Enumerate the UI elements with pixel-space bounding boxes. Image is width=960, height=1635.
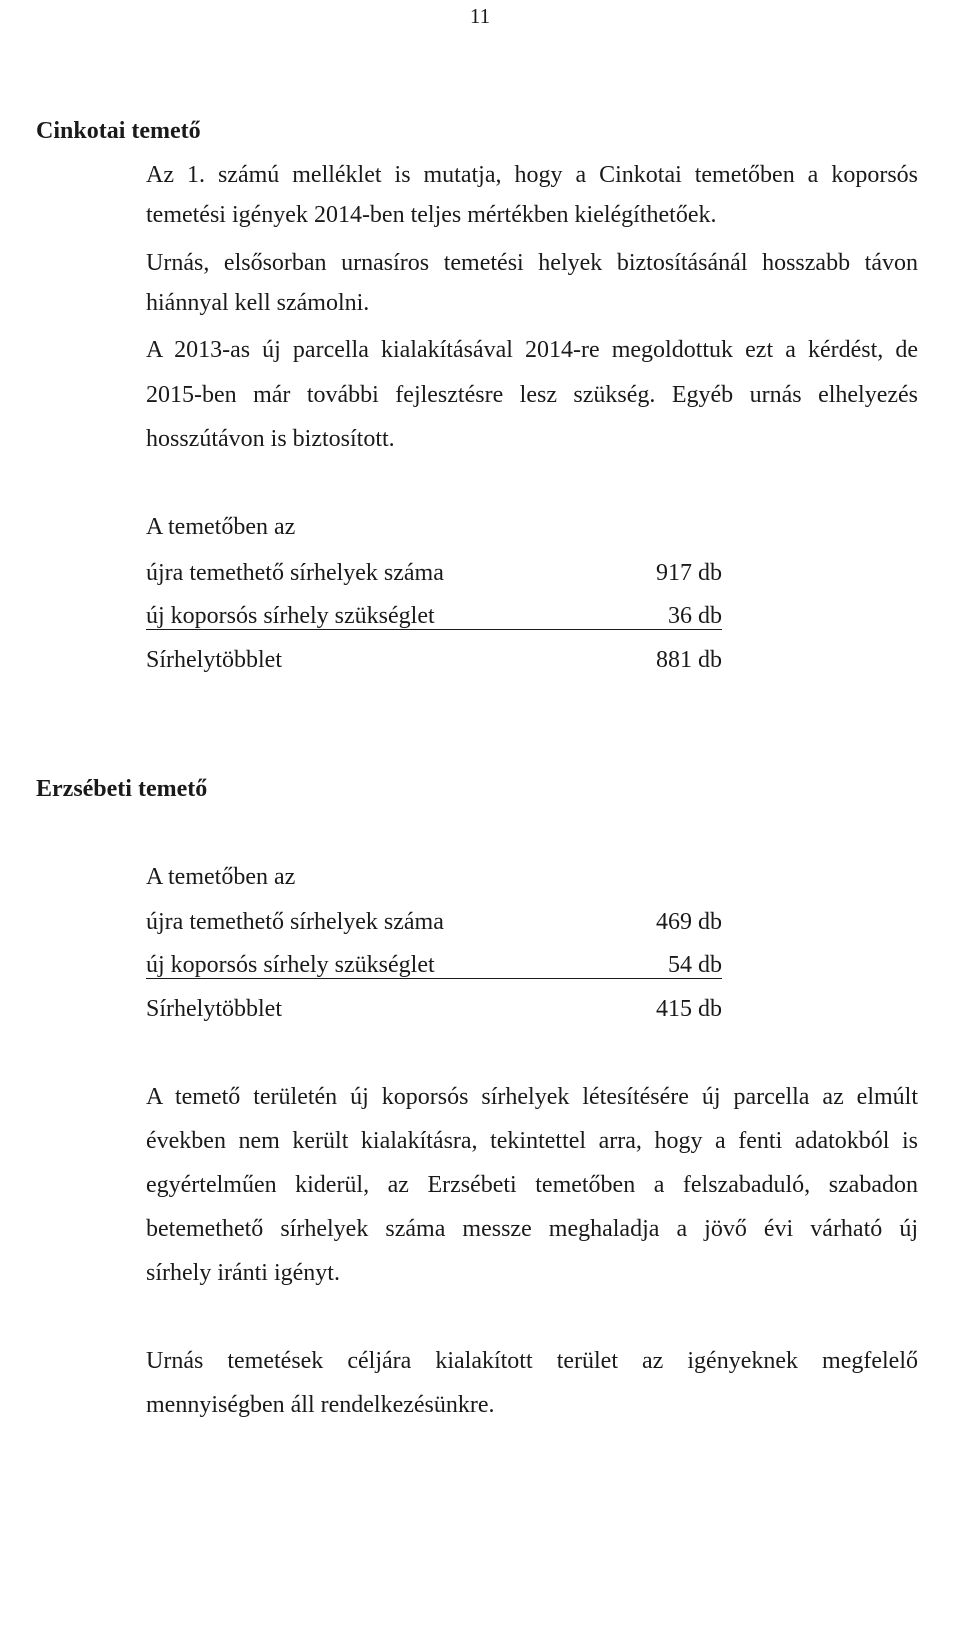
section-heading-erzsebet: Erzsébeti temető [36, 776, 208, 802]
paragraph-line: sírhely iránti igényt. [146, 1260, 340, 1286]
table-row-label: Sírhelytöbblet [146, 996, 282, 1022]
table-row-value: 881 db [656, 647, 722, 673]
table-row-label: új koporsós sírhely szükséglet [146, 603, 435, 629]
section-heading-cinkota: Cinkotai temető [36, 118, 201, 144]
table-row-value: 54 db [668, 952, 722, 978]
paragraph-line: hiánnyal kell számolni. [146, 290, 370, 316]
paragraph-line: mennyiségben áll rendelkezésünkre. [146, 1392, 495, 1418]
table-row-label: újra temethető sírhelyek száma [146, 560, 444, 586]
table-row-label: Sírhelytöbblet [146, 647, 282, 673]
paragraph-line: években nem került kialakításra, tekintettel arra, hogy a fenti adatokból is [146, 1128, 918, 1154]
table-row-value: 917 db [656, 560, 722, 586]
sum-rule [146, 978, 722, 979]
table-row-label: új koporsós sírhely szükséglet [146, 952, 435, 978]
paragraph-line: temetési igények 2014-ben teljes mértékben kielégíthetőek. [146, 202, 717, 228]
table-intro: A temetőben az [146, 514, 296, 540]
table-row-label: újra temethető sírhelyek száma [146, 909, 444, 935]
paragraph-line: hosszútávon is biztosított. [146, 426, 395, 452]
paragraph-line: Urnás temetések céljára kialakított terület az igényeknek megfelelő [146, 1348, 918, 1374]
sum-rule [146, 629, 722, 630]
paragraph-line: betemethető sírhelyek száma messze meghaladja a jövő évi várható új [146, 1216, 918, 1242]
paragraph-line: A 2013-as új parcella kialakításával 2014-re megoldottuk ezt a kérdést, de [146, 337, 918, 363]
paragraph-line: 2015-ben már további fejlesztésre lesz szükség. Egyéb urnás elhelyezés [146, 382, 918, 408]
table-intro: A temetőben az [146, 864, 296, 890]
table-row-value: 415 db [656, 996, 722, 1022]
paragraph-line: Urnás, elsősorban urnasíros temetési helyek biztosításánál hosszabb távon [146, 250, 918, 276]
paragraph-line: A temető területén új koporsós sírhelyek létesítésére új parcella az elmúlt [146, 1084, 918, 1110]
paragraph-line: egyértelműen kiderül, az Erzsébeti temetőben a felszabaduló, szabadon [146, 1172, 918, 1198]
table-row-value: 469 db [656, 909, 722, 935]
paragraph-line: Az 1. számú melléklet is mutatja, hogy a Cinkotai temetőben a koporsós [146, 162, 918, 188]
page-number: 11 [469, 4, 491, 28]
table-row-value: 36 db [668, 603, 722, 629]
